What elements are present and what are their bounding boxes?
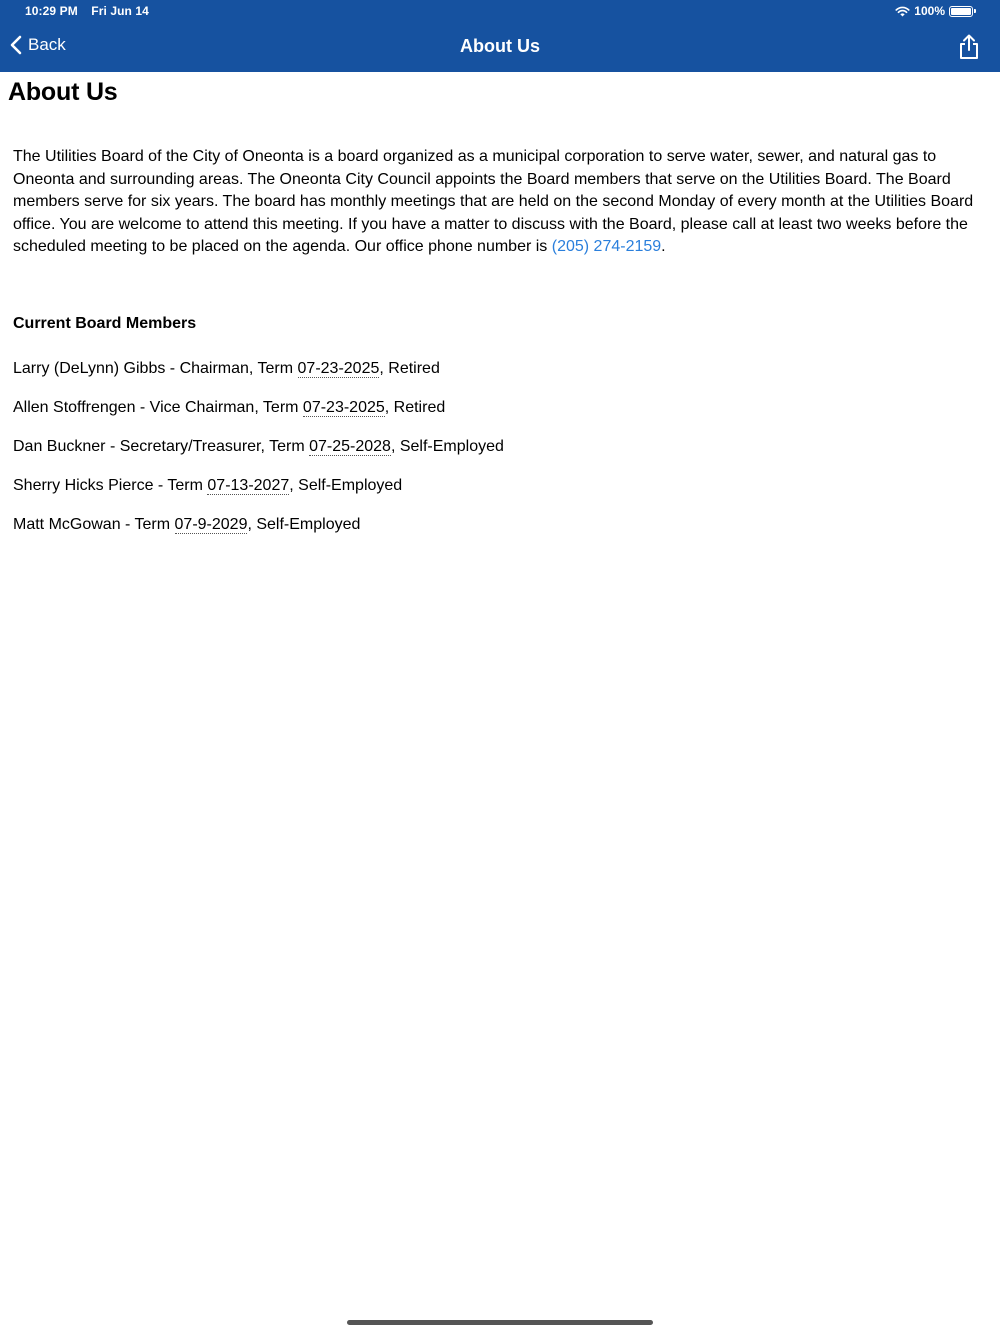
list-item [13, 398, 504, 437]
board-members-list [13, 359, 504, 554]
term-date[interactable]: 07-13-2027 [207, 477, 290, 494]
page-title: About Us [8, 78, 118, 106]
battery-percent: 100% [914, 4, 945, 18]
list-item [13, 359, 504, 398]
nav-title: About Us [460, 36, 540, 56]
member-name: Dan Buckner - Secretary/Treasurer, Term [13, 438, 310, 455]
member-name: Larry (DeLynn) Gibbs - Chairman, Term [13, 360, 298, 377]
intro-text: The Utilities Board of the City of Oneonta is a board organized as a municipal corporation to serve water, sewer, and natural gas to Oneonta and surrounding areas. The Oneonta City Council appoints the Board members that serve on the Utilities Board. The Board members serve for six years. The board has monthly meetings that are held on the second Monday of every month at the Utilities Board office. You are welcome to attend this meeting. If you have a matter to discuss with the Board, please call at least two weeks before the scheduled meeting to be placed on the agenda. Our office phone number is [13, 148, 974, 255]
member-name: Matt McGowan - Term [13, 516, 175, 533]
home-indicator[interactable] [347, 1320, 653, 1325]
board-members-heading: Current Board Members [13, 315, 197, 332]
navigation-bar [0, 0, 1000, 72]
list-item [13, 515, 504, 554]
status-date: Fri Jun 14 [91, 4, 149, 18]
member-occupation: , Self-Employed [390, 438, 504, 455]
member-name: Sherry Hicks Pierce - Term [13, 477, 208, 494]
term-date[interactable]: 07-23-2025 [302, 399, 385, 416]
back-button-label: Back [28, 35, 66, 54]
list-item [13, 476, 504, 515]
status-bar-left [25, 4, 149, 18]
intro-paragraph [13, 146, 991, 259]
member-occupation: , Self-Employed [289, 477, 403, 494]
status-bar-right [895, 4, 973, 18]
member-name: Allen Stoffrengen - Vice Chairman, Term [13, 399, 303, 416]
wifi-icon [895, 6, 910, 17]
member-occupation: , Retired [379, 360, 440, 377]
intro-end: . [661, 238, 666, 255]
member-occupation: , Self-Employed [247, 516, 361, 533]
share-icon[interactable] [958, 34, 980, 60]
phone-link[interactable]: (205) 274-2159 [551, 238, 662, 255]
term-date[interactable]: 07-9-2029 [174, 516, 248, 533]
status-time: 10:29 PM [25, 4, 78, 18]
member-occupation: , Retired [384, 399, 446, 416]
list-item [13, 437, 504, 476]
term-date[interactable]: 07-25-2028 [309, 438, 391, 455]
battery-icon [949, 6, 973, 17]
term-date[interactable]: 07-23-2025 [297, 360, 380, 377]
